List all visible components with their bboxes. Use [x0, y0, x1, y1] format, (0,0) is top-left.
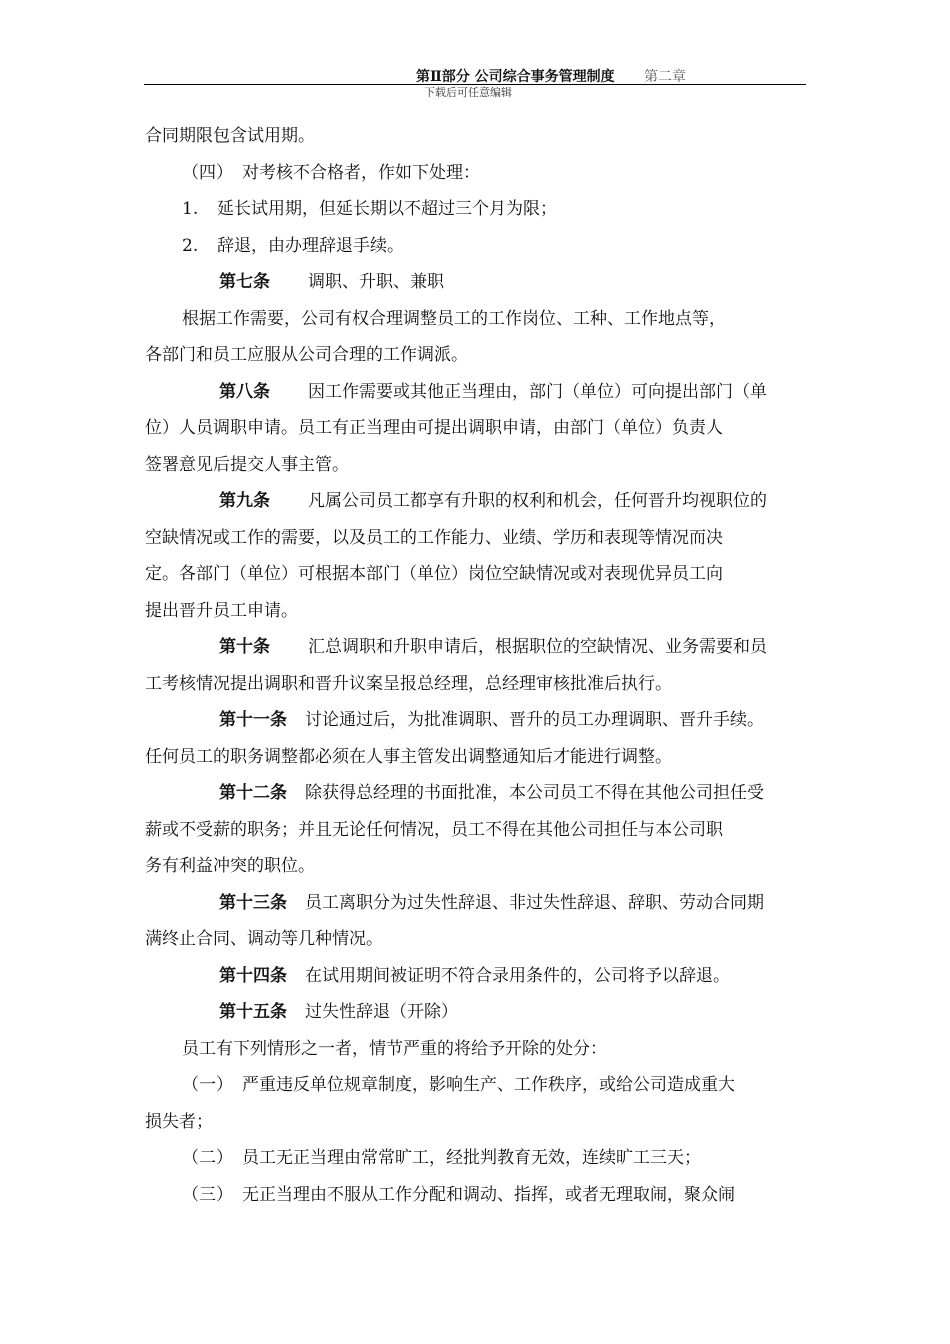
article-9 [145, 483, 805, 520]
article-text: 讨论通过后，为批准调职、晋升的员工办理调职、晋升手续。 [305, 710, 764, 730]
list-item-2 [145, 228, 805, 265]
paragraph-line: 任何员工的职务调整都必须在人事主管发出调整通知后才能进行调整。 [145, 746, 672, 767]
article-text: 因工作需要或其他正当理由，部门（单位）可向提出部门（单 [308, 381, 767, 402]
paragraph-line: 薪或不受薪的职务；并且无论任何情况，员工不得在其他公司担任与本公司职 [145, 819, 723, 840]
article-text: 过失性辞退（开除） [305, 1002, 458, 1022]
paragraph-line: 定。各部门（单位）可根据本部门（单位）岗位空缺情况或对表现优异员工向 [145, 564, 723, 584]
article-text: 凡属公司员工都享有升职的权利和机会，任何晋升均视职位的 [308, 491, 767, 511]
list-text: 严重违反单位规章制度，影响生产、工作秩序，或给公司造成重大 [242, 1075, 735, 1095]
article-text: 汇总调职和升职申请后，根据职位的空缺情况、业务需要和员 [308, 637, 767, 657]
article-label: 第八条 [219, 381, 270, 402]
list-item-one [145, 1067, 805, 1104]
article-7 [145, 264, 805, 301]
list-marker: 1. [182, 199, 199, 219]
list-marker: （二） [182, 1148, 233, 1168]
article-11 [145, 702, 805, 739]
article-13 [145, 885, 805, 922]
article-label: 第十三条 [219, 892, 287, 913]
paragraph-line: 提出晋升员工申请。 [145, 600, 298, 621]
article-14 [145, 958, 805, 995]
article-text: 员工离职分为过失性辞退、非过失性辞退、辞职、劳动合同期 [305, 892, 764, 913]
list-text: 延长试用期，但延长期以不超过三个月为限； [217, 199, 557, 219]
paragraph-line: 位）人员调职申请。员工有正当理由可提出调职申请，由部门（单位）负责人 [145, 418, 723, 438]
article-label: 第十一条 [219, 710, 287, 730]
article-text: 调职、升职、兼职 [308, 272, 444, 292]
article-label: 第九条 [219, 491, 270, 511]
paragraph-line: 员工有下列情形之一者，情节严重的将给予开除的处分： [182, 1038, 607, 1059]
document-body [145, 118, 805, 1213]
paragraph-line: 空缺情况或工作的需要，以及员工的工作能力、业绩、学历和表现等情况而决 [145, 527, 723, 548]
paragraph-line: 合同期限包含试用期。 [145, 126, 315, 146]
paragraph-line: 务有利益冲突的职位。 [145, 856, 315, 876]
paragraph-line: 满终止合同、调动等几种情况。 [145, 929, 383, 949]
list-item-1 [145, 191, 805, 228]
list-text: 对考核不合格者，作如下处理： [242, 162, 480, 183]
article-label: 第十二条 [219, 783, 287, 803]
paragraph-line: 各部门和员工应服从公司合理的工作调派。 [145, 345, 468, 365]
list-item-two [145, 1140, 805, 1177]
article-12 [145, 775, 805, 812]
article-text: 除获得总经理的书面批准，本公司员工不得在其他公司担任受 [305, 783, 764, 803]
article-text: 在试用期间被证明不符合录用条件的，公司将予以辞退。 [305, 965, 730, 986]
header-chapter: 第二章 [644, 69, 686, 85]
list-marker: （四） [182, 162, 233, 183]
paragraph-line: 签署意见后提交人事主管。 [145, 454, 349, 475]
article-10 [145, 629, 805, 666]
page-header [144, 62, 806, 85]
article-label: 第十四条 [219, 965, 287, 986]
list-item-three [145, 1177, 805, 1214]
article-label: 第十条 [219, 637, 270, 657]
header-title: 第Ⅱ部分 公司综合事务管理制度 [416, 69, 615, 85]
list-marker: 2. [182, 235, 199, 256]
article-label: 第十五条 [219, 1002, 287, 1022]
list-text: 无正当理由不服从工作分配和调动、指挥，或者无理取闹，聚众闹 [242, 1184, 735, 1205]
list-marker: （一） [182, 1075, 233, 1095]
paragraph-line: 工考核情况提出调职和晋升议案呈报总经理，总经理审核批准后执行。 [145, 673, 672, 694]
list-text: 辞退，由办理辞退手续。 [217, 235, 404, 256]
article-label: 第七条 [219, 272, 270, 292]
header-note: 下载后可任意编辑 [424, 86, 512, 99]
list-marker: （三） [182, 1184, 233, 1205]
paragraph-line: 根据工作需要，公司有权合理调整员工的工作岗位、工种、工作地点等， [182, 308, 726, 329]
paragraph-line: 损失者； [145, 1111, 213, 1132]
list-item-four [145, 155, 805, 192]
article-15 [145, 994, 805, 1031]
article-8 [145, 374, 805, 411]
list-text: 员工无正当理由常常旷工，经批判教育无效，连续旷工三天； [242, 1148, 701, 1168]
